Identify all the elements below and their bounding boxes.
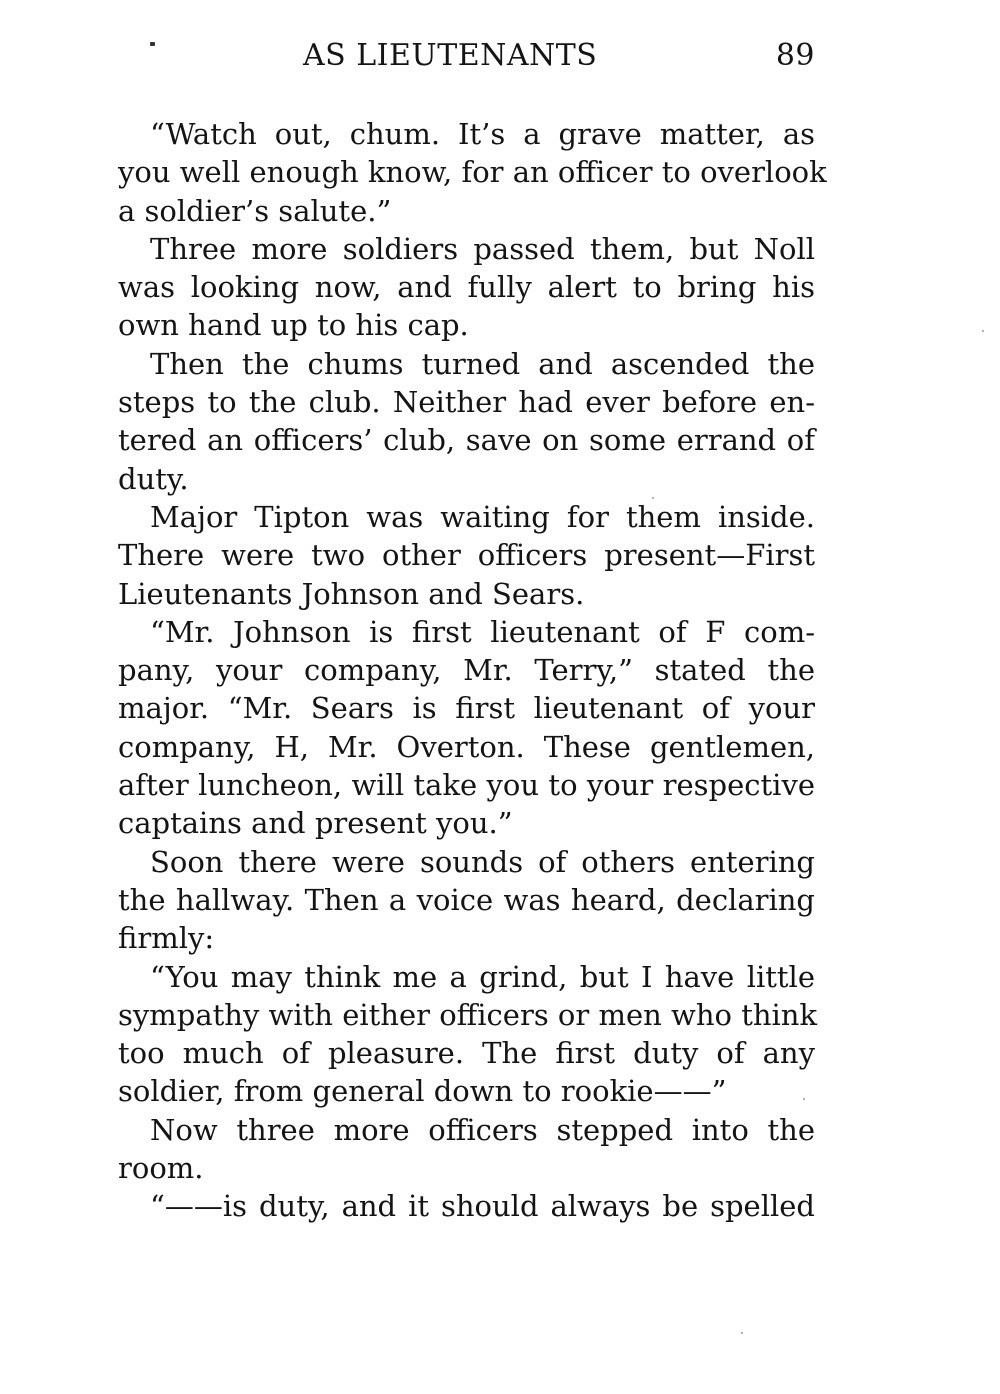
ink-speck xyxy=(150,42,155,46)
page-number: 89 xyxy=(775,38,815,73)
text-line: after luncheon, will take you to your respective xyxy=(118,768,815,803)
running-head xyxy=(118,38,815,82)
text-line: own hand up to his cap. xyxy=(118,308,469,343)
text-line: “Watch out, chum. It’s a grave matter, as xyxy=(150,117,815,151)
running-title: AS LIEUTENANTS xyxy=(303,38,598,73)
text-line: sympathy with either officers or men who think xyxy=(118,997,818,1032)
text-line: tered an officers’ club, save on some errand of xyxy=(118,423,815,458)
text-line: was looking now, and fully alert to bring his xyxy=(118,270,815,305)
paragraph xyxy=(118,1111,815,1188)
text-line: major. “Mr. Sears is first lieutenant of your xyxy=(118,691,815,726)
text-line: “Mr. Johnson is first lieutenant of F com- xyxy=(150,614,815,649)
text-line: a soldier’s salute.” xyxy=(118,193,392,228)
paragraph xyxy=(118,498,815,613)
text-line: firmly: xyxy=(118,921,215,956)
paragraph xyxy=(118,1187,815,1225)
paragraph xyxy=(118,843,815,958)
text-line: you well enough know, for an officer to overlook xyxy=(118,155,827,190)
text-line: Lieutenants Johnson and Sears. xyxy=(118,576,585,611)
text-line: Three more soldiers passed them, but Noll xyxy=(150,231,815,266)
body-text xyxy=(118,115,827,1226)
text-line: captains and present you.” xyxy=(118,806,513,841)
paragraph xyxy=(118,345,815,498)
text-line: “You may think me a grind, but I have little xyxy=(150,959,815,994)
paragraph xyxy=(118,613,815,843)
text-line: steps to the club. Neither had ever before en- xyxy=(118,385,815,420)
text-line: “——is duty, and it should always be spelled xyxy=(150,1189,815,1224)
text-line: company, H, Mr. Overton. These gentlemen, xyxy=(118,729,815,764)
ink-speck xyxy=(803,1098,805,1100)
text-line: pany, your company, Mr. Terry,” stated the xyxy=(118,653,815,688)
paragraph xyxy=(118,230,815,345)
ink-speck xyxy=(982,330,984,332)
text-line: Now three more officers stepped into the xyxy=(150,1112,815,1147)
text-line: room. xyxy=(118,1151,204,1186)
text-line: Then the chums turned and ascended the xyxy=(150,346,815,381)
paragraph xyxy=(118,958,818,1111)
ink-speck xyxy=(652,497,654,499)
text-line: the hallway. Then a voice was heard, declaring xyxy=(118,882,815,917)
text-line: Soon there were sounds of others entering xyxy=(150,844,815,879)
text-line: There were two other officers present—First xyxy=(118,538,815,573)
text-line: soldier, from general down to rookie——” xyxy=(118,1074,727,1109)
text-line: duty. xyxy=(118,461,189,496)
paragraph xyxy=(118,115,827,230)
text-line: Major Tipton was waiting for them inside. xyxy=(150,499,815,534)
text-line: too much of pleasure. The first duty of any xyxy=(118,1036,815,1071)
ink-speck xyxy=(741,1332,743,1334)
